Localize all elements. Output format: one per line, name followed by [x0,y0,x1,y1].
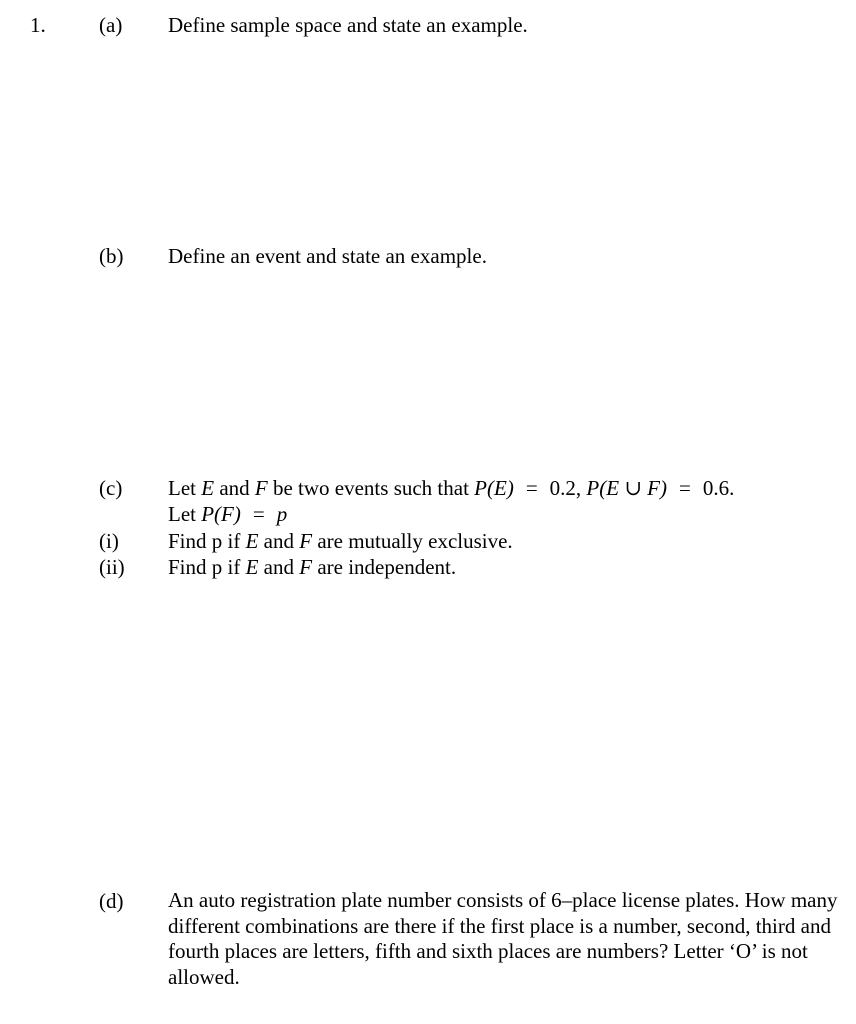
part-c-line1: Let E and F be two events such that P(E) = 0.2, P(E ∪ F) = 0.6. [168,476,735,500]
part-c-i-label: (i) [99,529,119,553]
part-d-text: An auto registration plate number consists of 6–place license plates. How many different combinations are there if the first place is a number, second, third and fourth places are letters, fifth and sixth places are numbers? Letter ‘O’ is not allowed. [168,888,838,989]
prob-E: P(E) [474,476,514,500]
part-c-ii-text: Find p if E and F are independent. [168,555,457,579]
part-c-ii-label: (ii) [99,555,125,579]
part-a-text: Define sample space and state an example. [168,13,528,37]
prob-F: P(F) [201,502,241,526]
prob-E-union-F: P(E ∪ F) [586,476,667,500]
part-c-label: (c) [99,476,123,500]
part-a-label: (a) [99,13,123,37]
part-c-line2: Let P(F) = p [168,502,288,526]
part-b-label: (b) [99,244,124,268]
part-b-text: Define an event and state an example. [168,244,487,268]
part-c-i-text: Find p if E and F are mutually exclusive. [168,529,513,553]
part-d-label: (d) [99,889,124,913]
question-number: 1. [30,13,46,37]
